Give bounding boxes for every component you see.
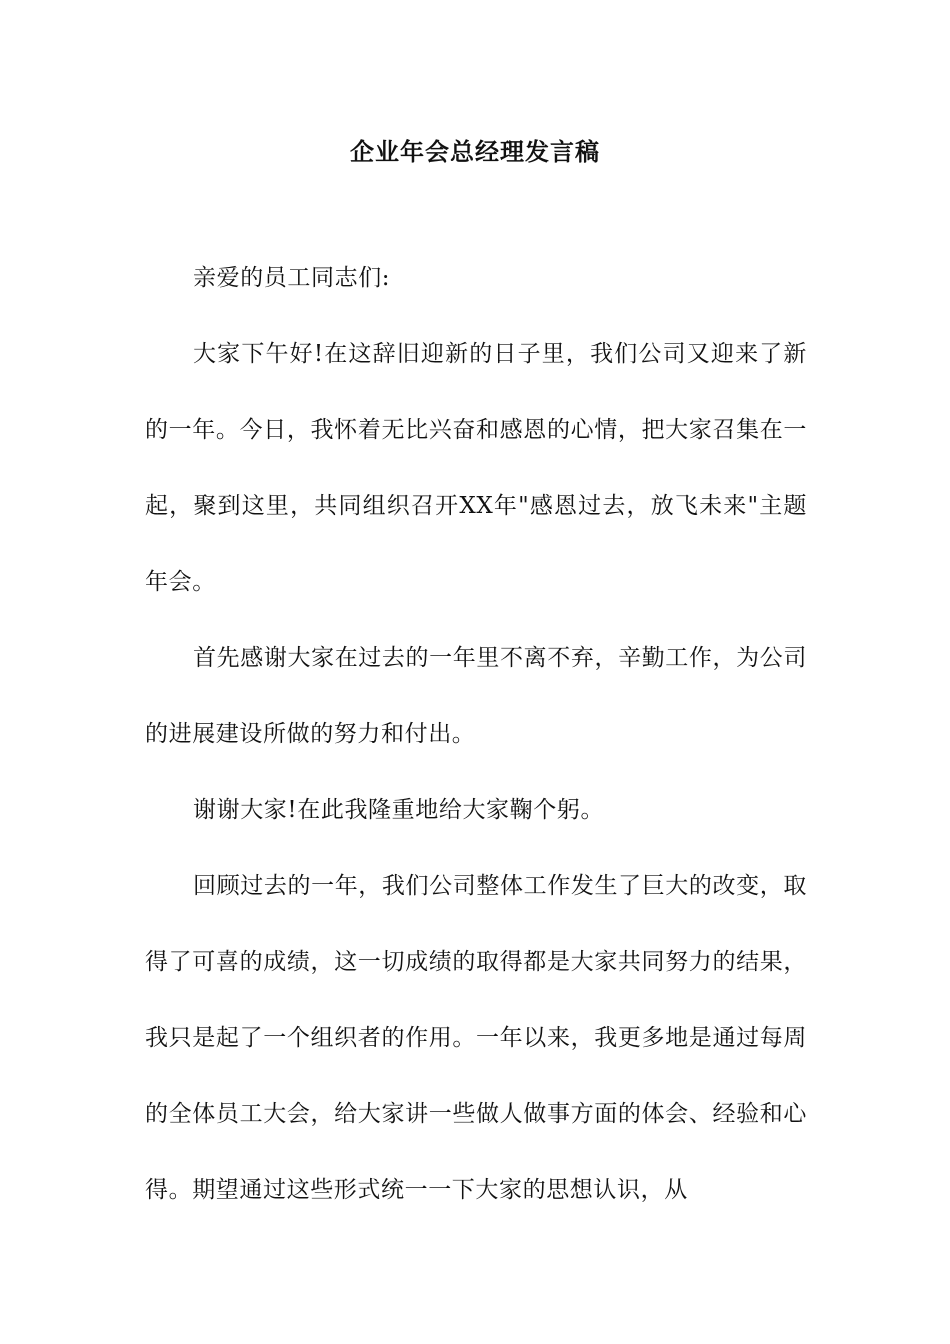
- document-body: [145, 240, 807, 1228]
- greeting-paragraph: 大家下午好!在这辞旧迎新的日子里，我们公司又迎来了新的一年。今日，我怀着无比兴奋和感恩的心情，把大家召集在一起，聚到这里，共同组织召开XX年"感恩过去，放飞未来"主题年会。: [145, 341, 807, 595]
- thanks-paragraph: 首先感谢大家在过去的一年里不离不弃，辛勤工作，为公司的进展建设所做的努力和付出。: [145, 645, 807, 747]
- salutation-paragraph: 亲爱的员工同志们:: [193, 265, 391, 291]
- review-paragraph: 回顾过去的一年，我们公司整体工作发生了巨大的改变，取得了可喜的成绩，这一切成绩的取得都是大家共同努力的结果，我只是起了一个组织者的作用。一年以来，我更多地是通过每周的全体员工大会，给大家讲一些做人做事方面的体会、经验和心得。期望通过这些形式统一一下大家的思想认识，从: [145, 873, 807, 1203]
- bow-paragraph: 谢谢大家!在此我隆重地给大家鞠个躬。: [193, 797, 605, 823]
- document-title: 企业年会总经理发言稿: [350, 137, 600, 166]
